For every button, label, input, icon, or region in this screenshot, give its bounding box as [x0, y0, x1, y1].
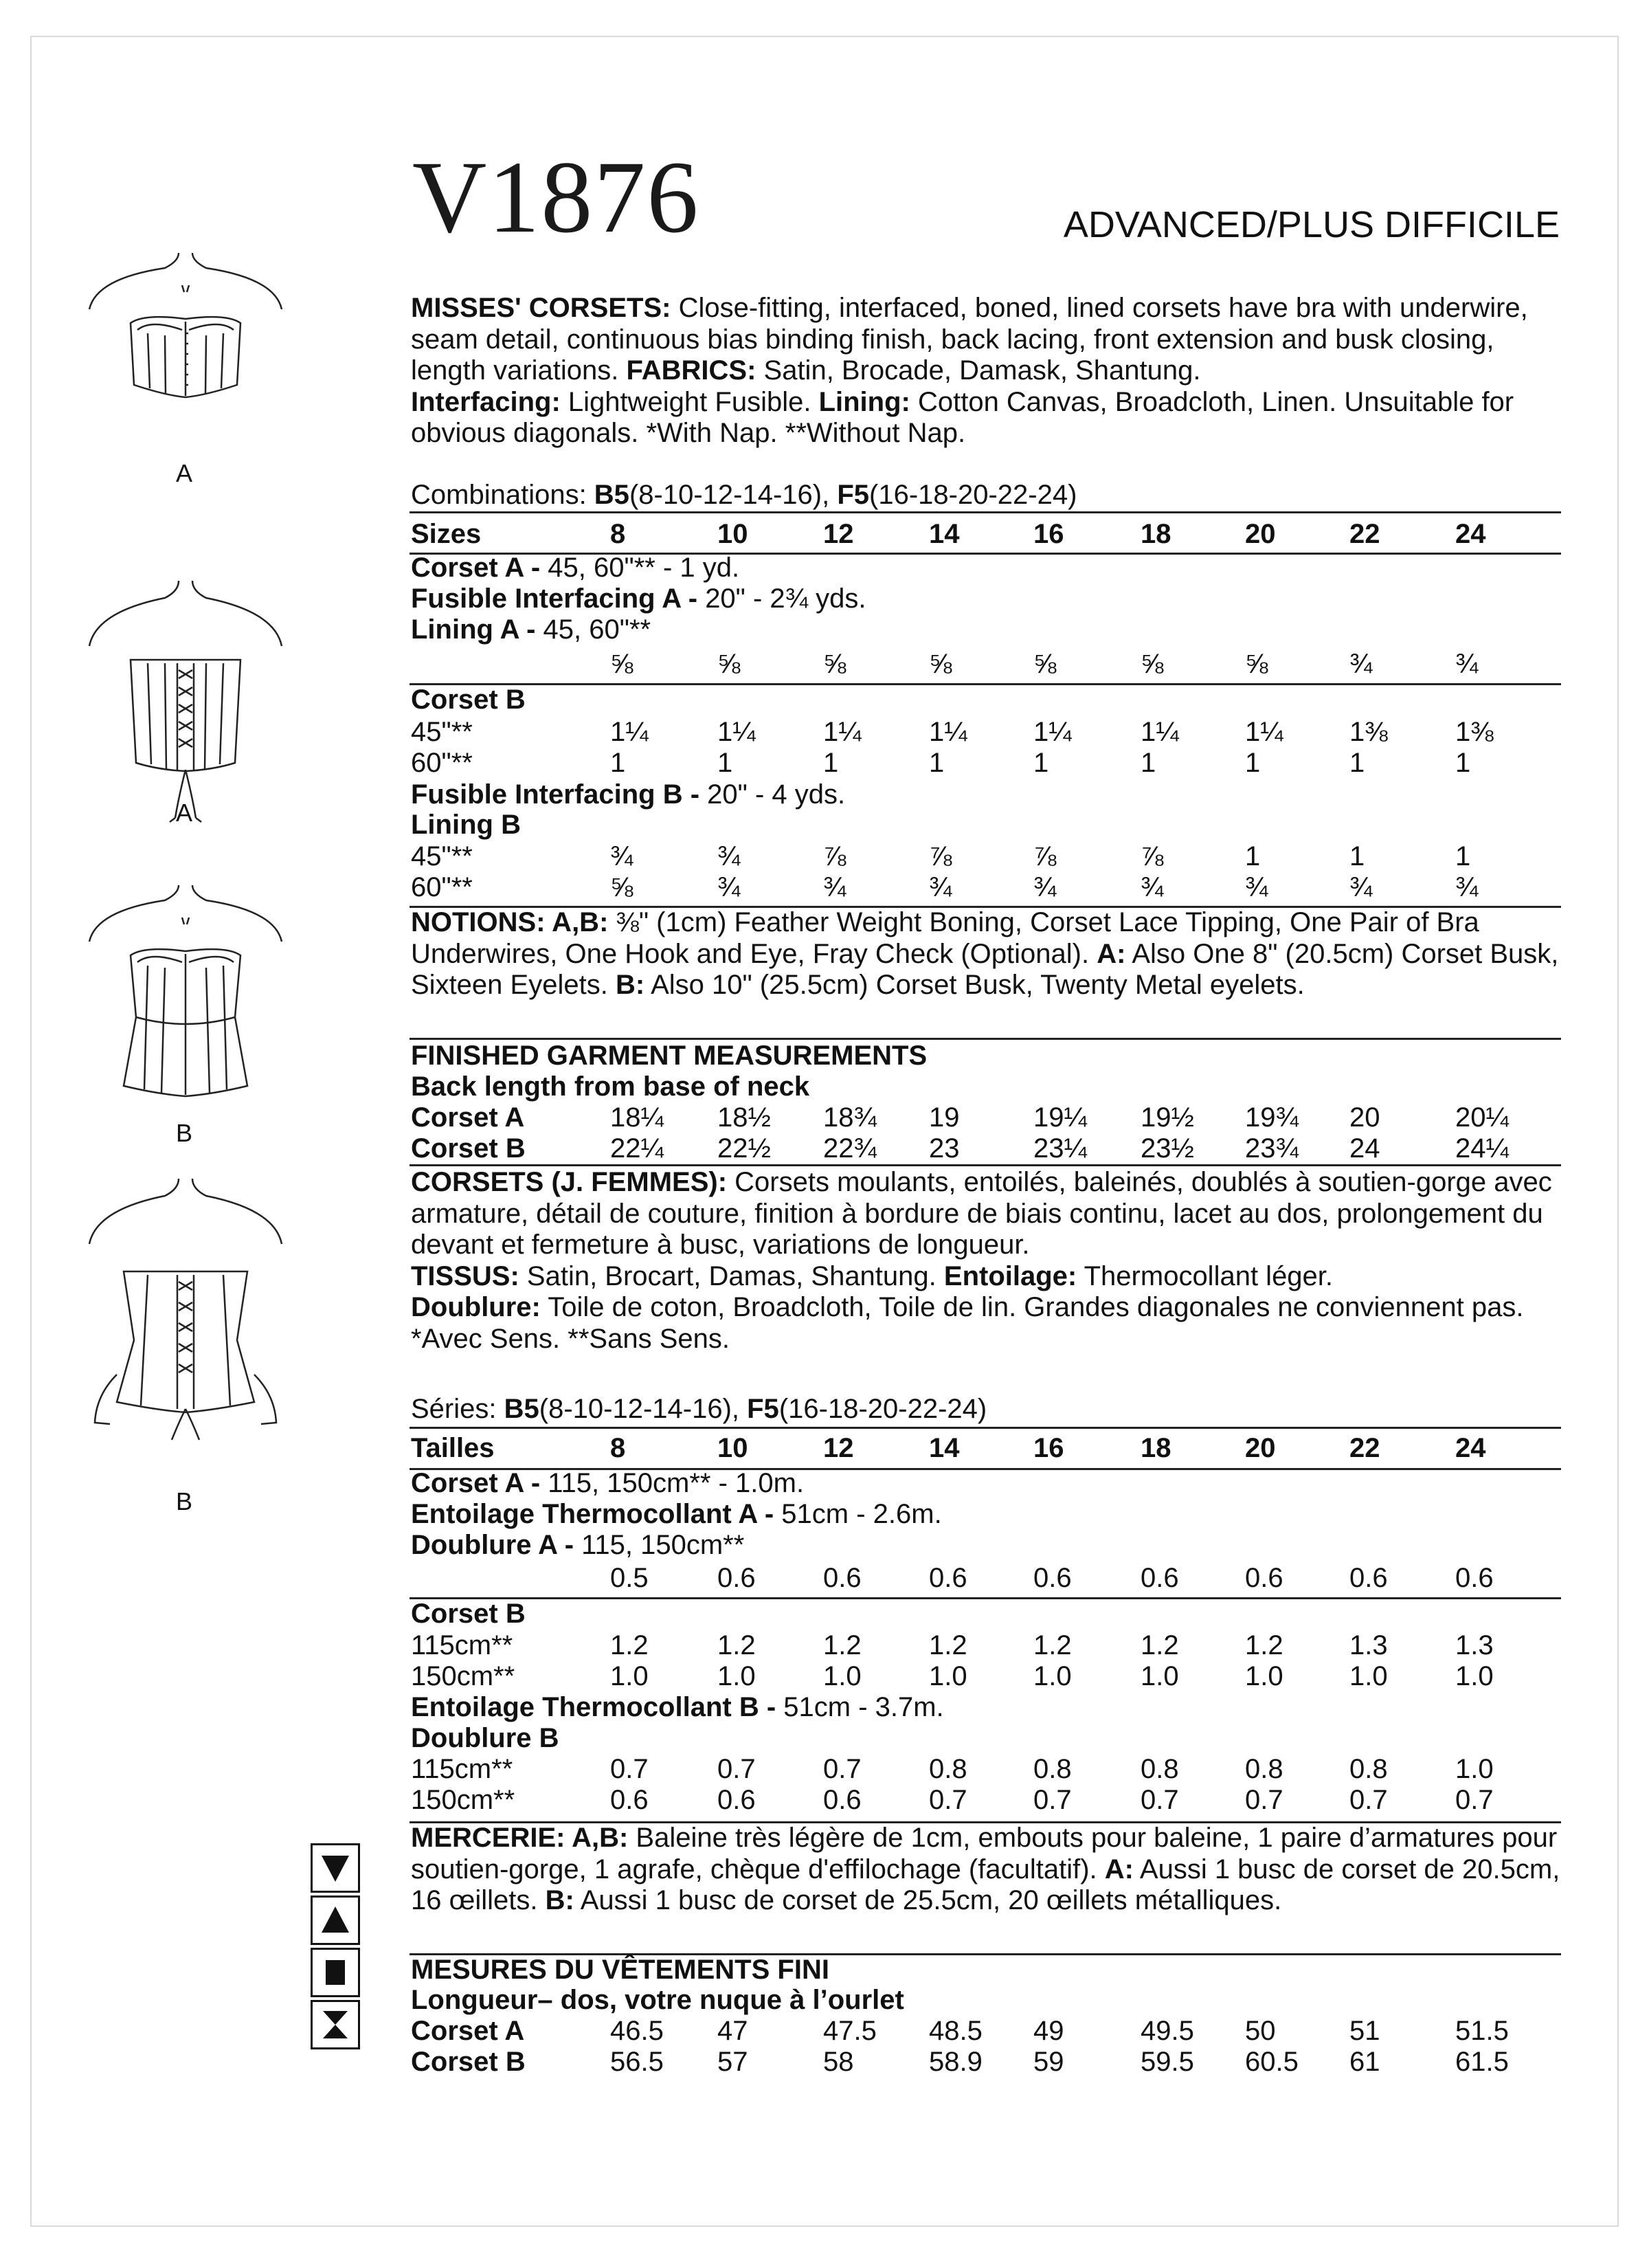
table-rule [410, 1038, 1561, 1040]
fr-finished-corset-b-cell: 61.5 [1455, 2047, 1509, 2077]
corset-b-60-cell: 1 [1245, 748, 1261, 778]
lining-a-cell: ⅝ [1033, 649, 1057, 679]
finished-corset-b-cell: 24¼ [1455, 1133, 1509, 1164]
finished-corset-a-cell: 18¾ [823, 1102, 877, 1133]
fr-finished-corset-b-cell: 58.9 [929, 2047, 983, 2077]
size-column-header: 12 [823, 1433, 854, 1463]
fr-corset-b-115-cell: 1.2 [717, 1630, 756, 1660]
lining-a-cell: ⅝ [610, 649, 633, 679]
combo-view: F5 [837, 480, 869, 510]
combo-prefix: Combinations: [411, 480, 594, 510]
mercerie-b-label: B: [545, 1885, 574, 1915]
corset-b-60-cell: 1 [610, 748, 626, 778]
doublure-b-150-cell: 0.7 [1245, 1785, 1283, 1815]
row-value: 20" - 2¾ yds. [705, 583, 866, 614]
figure-label-a: A [175, 459, 192, 487]
table-rule [410, 1597, 1561, 1599]
fr-corset-b-115-cell: 1.3 [1455, 1630, 1494, 1660]
fr-finished-corset-b-cell: 56.5 [610, 2047, 664, 2077]
finished-corset-b-cell: 22¼ [610, 1133, 664, 1164]
mercerie-b-text: Aussi 1 busc de corset de 25.5cm, 20 œillets métalliques. [574, 1885, 1282, 1915]
doublure-b-115-cell: 0.7 [717, 1754, 756, 1784]
lining-b-60-cell: ¾ [717, 872, 741, 902]
lining-a-cell: ⅝ [929, 649, 952, 679]
finished-corset-b-cell: 23½ [1141, 1133, 1194, 1164]
fr-corset-b-label: Corset B [411, 1599, 526, 1629]
row-label: 60"** [411, 872, 473, 902]
lining-b-60-cell: ¾ [1033, 872, 1057, 902]
lining-b-60-cell: ¾ [1141, 872, 1164, 902]
finished-corset-b-cell: 23¾ [1245, 1133, 1299, 1164]
lining-b-45-cell: 1 [1455, 841, 1471, 871]
combo-view: B5 [594, 480, 629, 510]
difficulty-level: ADVANCED/PLUS DIFFICILE [1063, 204, 1560, 245]
row-label: Corset A [411, 1102, 525, 1133]
lining-b-45-cell: 1 [1349, 841, 1365, 871]
doublure-a-cell: 0.6 [717, 1563, 756, 1593]
size-column-header: 10 [717, 519, 748, 549]
notions-a-text: Also One 8" (20.5cm) Corset Busk, Sixteen Eyelets. [411, 938, 1559, 1000]
fr-corset-b-115-cell: 1.2 [1141, 1630, 1179, 1660]
doublure-b-115-cell: 1.0 [1455, 1754, 1494, 1784]
lining-b-45-cell: ¾ [610, 841, 633, 871]
corset-b-45-cell: 1¼ [1033, 717, 1072, 747]
notions-b-label: B: [615, 970, 645, 1000]
fr-finished-corset-a-cell: 49 [1033, 2016, 1064, 2046]
row-label: 115cm** [411, 1630, 513, 1660]
entoilage-label: Entoilage: [943, 1260, 1077, 1291]
finished-corset-a-cell: 19½ [1141, 1102, 1194, 1133]
combo-sizes: (8-10-12-14-16), [539, 1394, 748, 1424]
fr-back-length-subtitle: Longueur– dos, votre nuque à l’ourlet [411, 1985, 904, 2015]
size-column-header: 8 [610, 1433, 626, 1463]
doublure-a-cell: 0.6 [823, 1563, 862, 1593]
doublure-label: Doublure: [411, 1292, 541, 1322]
notions [411, 907, 1572, 1001]
lining-b-60-cell: ⅝ [610, 872, 633, 902]
fr-corset-b-115-cell: 1.2 [929, 1630, 967, 1660]
finished-measurements-title: FINISHED GARMENT MEASUREMENTS [411, 1041, 928, 1071]
lining-b-45-cell: ⅞ [929, 841, 952, 871]
doublure-b-115-cell: 0.8 [1245, 1754, 1283, 1784]
corset-b-45-cell: 1¼ [1141, 717, 1179, 747]
lining-a-cell: ⅝ [717, 649, 741, 679]
french-description [411, 1167, 1572, 1355]
finished-corset-b-cell: 22½ [717, 1133, 771, 1164]
combo-sizes: (16-18-20-22-24) [869, 480, 1077, 510]
combo-sizes: (16-18-20-22-24) [778, 1394, 987, 1424]
fr-corset-a-metrage [411, 1469, 804, 1497]
fr-corset-b-150-cell: 1.0 [929, 1661, 967, 1691]
corset-b-45-cell: 1¼ [717, 717, 756, 747]
english-description [411, 293, 1572, 449]
fr-corset-b-150-cell: 1.0 [717, 1661, 756, 1691]
lining-b-60-cell: ¾ [823, 872, 846, 902]
finished-corset-a-cell: 18½ [717, 1102, 771, 1133]
hourglass-icon [311, 2000, 360, 2049]
entoilage-a-metrage [411, 1500, 942, 1528]
fr-corset-b-150-cell: 1.0 [1033, 1661, 1072, 1691]
desc-title: MISSES' CORSETS: [411, 293, 671, 323]
lining-text: Cotton Canvas, Broadcloth, Linen. Unsuitable for obvious diagonals. *With Nap. **Without Nap. [411, 386, 1514, 448]
row-label: Fusible Interfacing B - [411, 779, 708, 810]
row-label: Entoilage Thermocollant B - [411, 1692, 784, 1722]
lining-b-60-cell: ¾ [929, 872, 952, 902]
table-rule [410, 511, 1561, 513]
table-rule [410, 1164, 1561, 1166]
fr-finished-corset-a-cell: 50 [1245, 2016, 1276, 2046]
doublure-b-150-cell: 0.6 [610, 1785, 649, 1815]
fusible-b-yardage [411, 781, 845, 808]
finished-corset-a-cell: 19¾ [1245, 1102, 1299, 1133]
finished-corset-b-cell: 24 [1349, 1133, 1380, 1164]
doublure-b-150-cell: 0.6 [717, 1785, 756, 1815]
size-column-header: 24 [1455, 519, 1486, 549]
fr-finished-corset-b-cell: 60.5 [1245, 2047, 1299, 2077]
size-column-header: 14 [929, 1433, 960, 1463]
corset-b-60-cell: 1 [1455, 748, 1471, 778]
doublure-b-115-cell: 0.7 [823, 1754, 862, 1784]
mercerie-label: MERCERIE: A,B: [411, 1823, 629, 1853]
doublure-b-150-cell: 0.7 [1455, 1785, 1494, 1815]
fabrics-text: Satin, Brocade, Damask, Shantung. [756, 355, 1201, 386]
size-column-header: 16 [1033, 519, 1064, 549]
doublure-a-cell: 0.6 [929, 1563, 967, 1593]
fr-corset-b-115-cell: 1.2 [1245, 1630, 1283, 1660]
doublure-a-metrage [411, 1531, 744, 1559]
row-label: 150cm** [411, 1661, 515, 1691]
sizes-header: Sizes [411, 519, 482, 549]
doublure-b-150-cell: 0.6 [823, 1785, 862, 1815]
size-column-header: 8 [610, 519, 626, 549]
fr-finished-corset-a-cell: 51 [1349, 2016, 1380, 2046]
row-label: Corset A [411, 2016, 525, 2046]
fr-desc-text: Corsets moulants, entoilés, baleinés, doublés à soutien-gorge avec armature, détail de couture, finition à bordure de biais continu, lacet au dos, prolongement du devant et fermeture à busc, variations de longueur. [411, 1167, 1552, 1260]
corset-b-45-cell: 1¼ [929, 717, 967, 747]
row-label: Corset A - [411, 1468, 548, 1498]
row-label: 150cm** [411, 1785, 515, 1815]
row-label: Entoilage Thermocollant A - [411, 1499, 782, 1529]
corset-b-60-cell: 1 [929, 748, 945, 778]
mercerie-a-label: A: [1104, 1854, 1134, 1885]
doublure-a-cell: 0.6 [1455, 1563, 1494, 1593]
lining-b-45-cell: ⅞ [823, 841, 846, 871]
fr-desc-title: CORSETS (J. FEMMES): [411, 1167, 728, 1197]
tissus-label: TISSUS: [411, 1260, 519, 1291]
corset-a-yardage [411, 554, 739, 581]
corset-a-back-illustration [89, 581, 282, 822]
fr-finished-corset-a-cell: 51.5 [1455, 2016, 1509, 2046]
doublure-b-115-cell: 0.8 [1349, 1754, 1388, 1784]
lining-a-cell: ⅝ [823, 649, 846, 679]
row-value: 45, 60"** - 1 yd. [548, 553, 740, 583]
corset-a-front-illustration [89, 253, 282, 397]
row-label: Corset B [411, 2047, 526, 2077]
triangle-down-icon [311, 1843, 360, 1893]
size-column-header: 22 [1349, 1433, 1380, 1463]
fr-finished-corset-a-cell: 48.5 [929, 2016, 983, 2046]
fr-finished-corset-b-cell: 61 [1349, 2047, 1380, 2077]
lining-a-cell: ¾ [1349, 649, 1373, 679]
lining-label: Lining: [818, 386, 910, 417]
lining-a-cell: ¾ [1455, 649, 1479, 679]
combinations [411, 480, 1077, 511]
square-icon [311, 1948, 360, 1997]
table-rule [410, 1427, 1561, 1429]
mercerie-a-text: Aussi 1 busc de corset de 20.5cm, 16 œillets. [411, 1854, 1560, 1915]
row-label: Doublure A - [411, 1530, 582, 1560]
finished-corset-b-cell: 23 [929, 1133, 960, 1164]
corset-b-label: Corset B [411, 685, 526, 715]
doublure-b-115-cell: 0.8 [1141, 1754, 1179, 1784]
size-column-header: 20 [1245, 519, 1276, 549]
combo-sizes: (8-10-12-14-16), [629, 480, 838, 510]
finished-corset-a-cell: 19¼ [1033, 1102, 1087, 1133]
fabrics-label: FABRICS: [626, 355, 756, 386]
fr-finished-corset-b-cell: 59 [1033, 2047, 1064, 2077]
lining-b-45-cell: ⅞ [1033, 841, 1057, 871]
doublure-b-150-cell: 0.7 [1349, 1785, 1388, 1815]
size-column-header: 22 [1349, 519, 1380, 549]
corset-b-60-cell: 1 [823, 748, 839, 778]
size-column-header: 20 [1245, 1433, 1276, 1463]
fr-finished-corset-a-cell: 49.5 [1141, 2016, 1194, 2046]
fr-finished-measurements-title: MESURES DU VÊTEMENTS FINI [411, 1955, 829, 1985]
lining-b-45-cell: ¾ [717, 841, 741, 871]
notions-label: NOTIONS: A,B: [411, 907, 609, 937]
figure-label-b: B [175, 1119, 192, 1147]
finished-corset-a-cell: 18¼ [610, 1102, 664, 1133]
mercerie [411, 1823, 1572, 1917]
doublure-text: Toile de coton, Broadcloth, Toile de lin. Grandes diagonales ne conviennent pas. *Avec Sens. **Sans Sens. [411, 1292, 1524, 1354]
lining-b-45-cell: ⅞ [1141, 841, 1164, 871]
row-label: 115cm** [411, 1754, 513, 1784]
row-value: 115, 150cm** - 1.0m. [548, 1468, 805, 1498]
size-column-header: 24 [1455, 1433, 1486, 1463]
row-label: 45"** [411, 717, 473, 747]
doublure-b-label: Doublure B [411, 1723, 559, 1753]
fr-finished-corset-b-cell: 57 [717, 2047, 748, 2077]
fusible-a-yardage [411, 585, 866, 612]
fr-finished-corset-b-cell: 58 [823, 2047, 854, 2077]
finished-corset-b-cell: 23¼ [1033, 1133, 1087, 1164]
size-column-header: 12 [823, 519, 854, 549]
interfacing-text: Lightweight Fusible. [560, 386, 819, 417]
fr-corset-b-150-cell: 1.0 [1141, 1661, 1179, 1691]
finished-corset-a-cell: 20 [1349, 1102, 1380, 1133]
finished-corset-a-cell: 19 [929, 1102, 960, 1133]
triangle-up-icon [311, 1895, 360, 1945]
corset-b-45-cell: 1⅜ [1455, 717, 1494, 747]
combo-view: F5 [747, 1394, 779, 1424]
lining-b-60-cell: ¾ [1349, 872, 1373, 902]
tailles-header: Tailles [411, 1433, 495, 1463]
doublure-b-115-cell: 0.8 [1033, 1754, 1072, 1784]
corset-b-60-cell: 1 [1141, 748, 1156, 778]
desc-text: Close-fitting, interfaced, boned, lined corsets have bra with underwire, seam detail, continuous bias binding finish, back lacing, front extension and busk closing, length variations. [411, 293, 1528, 386]
doublure-b-150-cell: 0.7 [929, 1785, 967, 1815]
corset-b-45-cell: 1¼ [823, 717, 862, 747]
corset-b-45-cell: 1⅜ [1349, 717, 1388, 747]
combo-view: B5 [504, 1394, 539, 1424]
tissus-text: Satin, Brocart, Damas, Shantung. [519, 1260, 944, 1291]
fr-corset-b-150-cell: 1.0 [823, 1661, 862, 1691]
lining-b-60-cell: ¾ [1245, 872, 1268, 902]
row-value: 115, 150cm** [581, 1530, 745, 1560]
lining-b-45-cell: 1 [1245, 841, 1261, 871]
size-column-header: 18 [1141, 1433, 1171, 1463]
row-label: Corset A - [411, 553, 548, 583]
lining-a-cell: ⅝ [1141, 649, 1164, 679]
notions-text: ⅜" (1cm) Feather Weight Boning, Corset Lace Tipping, One Pair of Bra Underwires, One Hook and Eye, Fray Check (Optional). [411, 907, 1479, 969]
row-label: 45"** [411, 841, 473, 871]
doublure-a-cell: 0.6 [1033, 1563, 1072, 1593]
figure-label-a: A [175, 799, 192, 827]
doublure-a-cell: 0.5 [610, 1563, 649, 1593]
figure-label-b: B [175, 1487, 192, 1515]
fr-corset-b-115-cell: 1.2 [610, 1630, 649, 1660]
series [411, 1394, 987, 1425]
notions-a-label: A: [1097, 938, 1126, 969]
corset-b-45-cell: 1¼ [610, 717, 649, 747]
row-value: 20" - 4 yds. [707, 779, 846, 810]
corset-b-front-illustration [89, 885, 282, 1096]
corset-b-45-cell: 1¼ [1245, 717, 1283, 747]
doublure-a-cell: 0.6 [1349, 1563, 1388, 1593]
row-value: 51cm - 2.6m. [781, 1499, 942, 1529]
fr-finished-corset-a-cell: 46.5 [610, 2016, 664, 2046]
notions-b-text: Also 10" (25.5cm) Corset Busk, Twenty Metal eyelets. [644, 970, 1305, 1000]
row-value: 45, 60"** [543, 614, 651, 645]
size-column-header: 18 [1141, 519, 1171, 549]
fr-corset-b-150-cell: 1.0 [1455, 1661, 1494, 1691]
row-value: 51cm - 3.7m. [783, 1692, 944, 1722]
table-rule [410, 683, 1561, 685]
doublure-a-cell: 0.6 [1141, 1563, 1179, 1593]
fr-corset-b-115-cell: 1.2 [823, 1630, 862, 1660]
pattern-number: V1876 [412, 140, 700, 254]
doublure-b-115-cell: 0.7 [610, 1754, 649, 1784]
row-label: Corset B [411, 1133, 526, 1164]
fr-corset-b-150-cell: 1.0 [610, 1661, 649, 1691]
back-length-subtitle: Back length from base of neck [411, 1071, 810, 1102]
finished-corset-a-cell: 20¼ [1455, 1102, 1509, 1133]
lining-a-cell: ⅝ [1245, 649, 1268, 679]
fr-corset-b-150-cell: 1.0 [1245, 1661, 1283, 1691]
lining-b-60-cell: ¾ [1455, 872, 1479, 902]
size-column-header: 16 [1033, 1433, 1064, 1463]
finished-corset-b-cell: 22¾ [823, 1133, 877, 1164]
entoilage-b-metrage [411, 1693, 944, 1721]
corset-b-60-cell: 1 [1033, 748, 1049, 778]
lining-b-label: Lining B [411, 810, 521, 840]
mercerie-text: Baleine très légère de 1cm, embouts pour baleine, 1 paire d’armatures pour soutien-gorge, 1 agrafe, chèque d'effilochage (facultatif). [411, 1823, 1558, 1885]
corset-illustrations [82, 247, 289, 1512]
lining-a-yardage [411, 616, 651, 643]
fr-finished-corset-a-cell: 47.5 [823, 2016, 877, 2046]
doublure-a-cell: 0.6 [1245, 1563, 1283, 1593]
interfacing-label: Interfacing: [411, 386, 561, 417]
doublure-b-150-cell: 0.7 [1141, 1785, 1179, 1815]
corset-b-60-cell: 1 [717, 748, 733, 778]
doublure-b-115-cell: 0.8 [929, 1754, 967, 1784]
fr-corset-b-150-cell: 1.0 [1349, 1661, 1388, 1691]
row-label: Lining A - [411, 614, 543, 645]
fr-finished-corset-a-cell: 47 [717, 2016, 748, 2046]
corset-b-60-cell: 1 [1349, 748, 1365, 778]
row-label: 60"** [411, 748, 473, 778]
combo-prefix: Séries: [411, 1394, 504, 1424]
size-column-header: 14 [929, 519, 960, 549]
doublure-b-150-cell: 0.7 [1033, 1785, 1072, 1815]
fr-corset-b-115-cell: 1.3 [1349, 1630, 1388, 1660]
size-column-header: 10 [717, 1433, 748, 1463]
entoilage-text: Thermocollant léger. [1077, 1260, 1334, 1291]
row-label: Fusible Interfacing A - [411, 583, 706, 614]
fr-corset-b-115-cell: 1.2 [1033, 1630, 1072, 1660]
fr-finished-corset-b-cell: 59.5 [1141, 2047, 1194, 2077]
corset-b-back-illustration [89, 1179, 282, 1440]
